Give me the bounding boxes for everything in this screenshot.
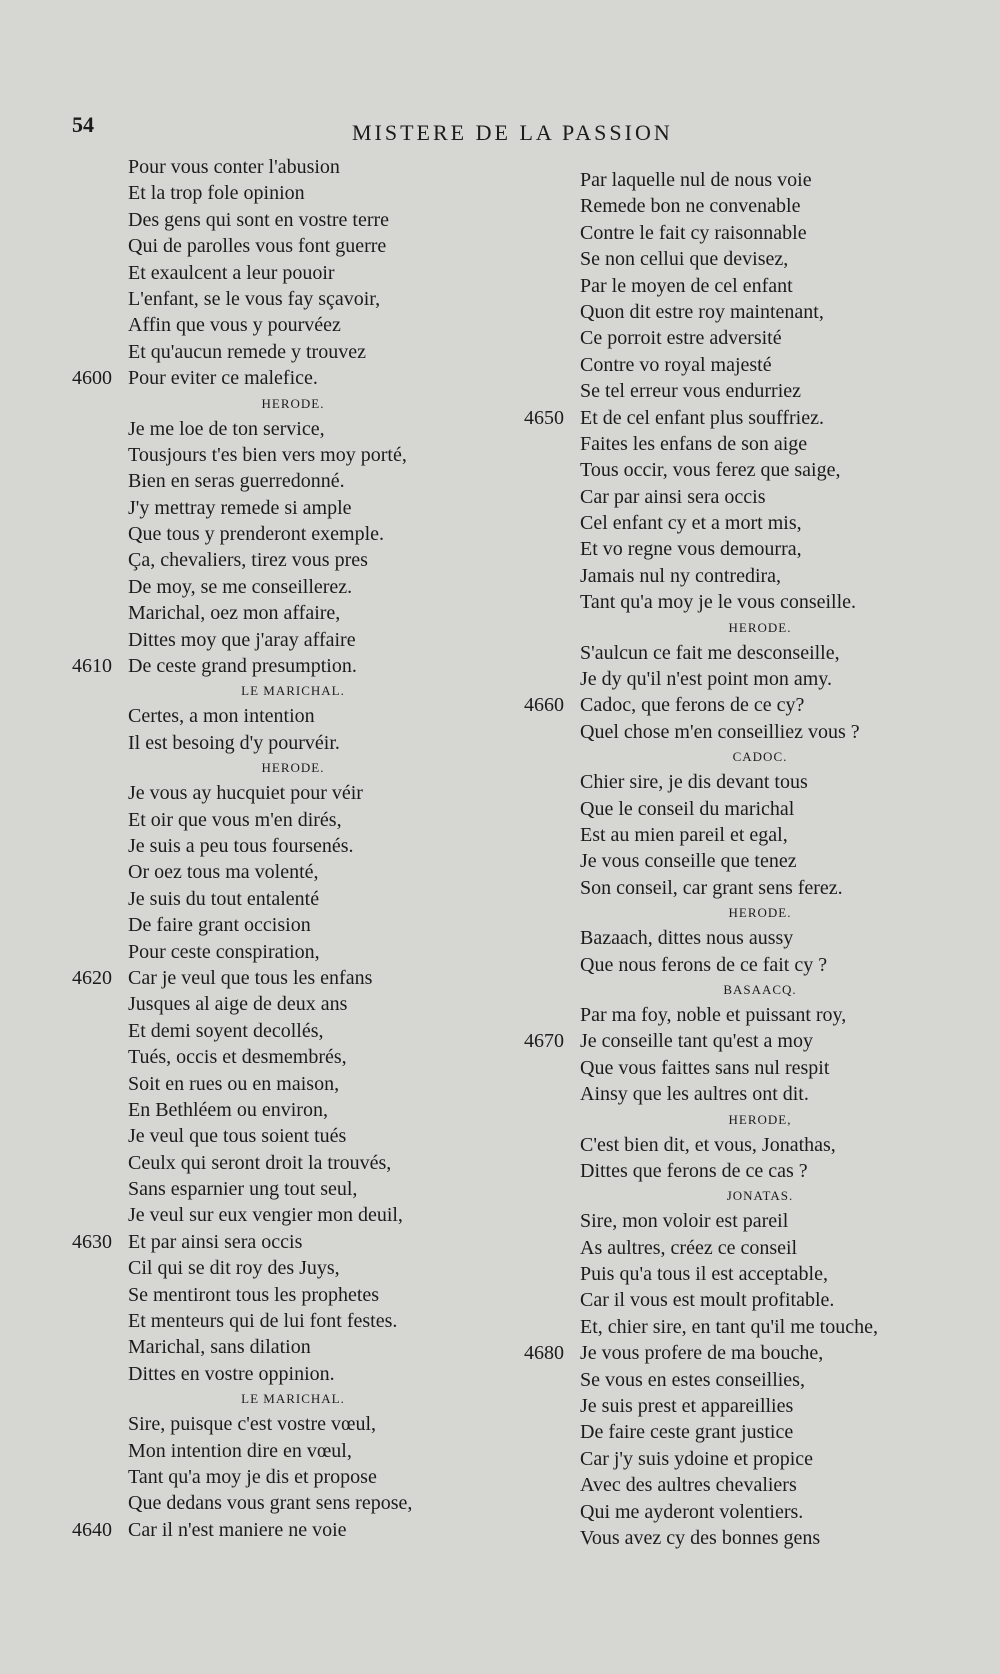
verse-text: Tant qu'a moy je dis et propose: [128, 1465, 377, 1488]
verse-text: De moy, se me conseillerez.: [128, 575, 353, 598]
verse-text: Je conseille tant qu'est a moy: [580, 1030, 813, 1053]
verse-text: Car il vous est moult profitable.: [580, 1289, 835, 1312]
verse-line: [128, 912, 458, 938]
verse-line: [580, 769, 940, 795]
verse-line: [128, 180, 458, 206]
verse-text: De ceste grand presumption.: [128, 655, 357, 678]
verse-line: [580, 1287, 940, 1313]
verse-text: Pour vous conter l'abusion: [128, 156, 340, 178]
verse-line: [580, 352, 940, 378]
verse-line: [580, 167, 940, 193]
verse-text: Dittes que ferons de ce cas ?: [580, 1159, 808, 1182]
verse-text: Par ma foy, noble et puissant roy,: [580, 1003, 847, 1026]
verse-text: Jamais nul ny contredira,: [580, 564, 782, 587]
verse-text: Je me loe de ton service,: [128, 417, 325, 440]
verse-line: [128, 1150, 458, 1176]
verse-line: [580, 925, 940, 951]
verse-line: [580, 1208, 940, 1234]
verse-text: As aultres, créez ce conseil: [580, 1236, 798, 1259]
verse-text: Je suis a peu tous foursenés.: [128, 834, 354, 857]
speaker-name: JONATAS.: [726, 1188, 794, 1204]
verse-line: [128, 521, 458, 547]
verse-line: [580, 719, 940, 745]
speaker-name: HERODE.: [728, 905, 792, 921]
line-number: 4600: [72, 367, 112, 390]
verse-line: [128, 339, 458, 365]
verse-line: [580, 1525, 940, 1551]
verse-line: [128, 991, 458, 1017]
verse-line: [580, 325, 940, 351]
verse-text: Car j'y suis ydoine et propice: [580, 1447, 813, 1470]
verse-line: [128, 1202, 458, 1228]
verse-line: [580, 246, 940, 272]
verse-text: Et de cel enfant plus souffriez.: [580, 406, 824, 429]
verse-line: [128, 495, 458, 521]
verse-text: Puis qu'a tous il est acceptable,: [580, 1263, 828, 1286]
speaker-name: HERODE.: [261, 760, 325, 776]
speaker-name: BASAACQ.: [723, 981, 797, 997]
verse-line: [580, 220, 940, 246]
verse-text: Ceulx qui seront droit la trouvés,: [128, 1151, 392, 1174]
verse-line: [580, 1002, 940, 1028]
verse-line: [128, 1044, 458, 1070]
speaker-label: [580, 978, 940, 1002]
right-verse-column: [524, 167, 940, 1551]
verse-line: [580, 536, 940, 562]
speaker-label: [580, 901, 940, 925]
verse-text: Dittes moy que j'aray affaire: [128, 628, 356, 651]
verse-line: [128, 1097, 458, 1123]
verse-text: Je vous conseille que tenez: [580, 850, 797, 873]
verse-text: Par laquelle nul de nous voie: [580, 169, 812, 191]
verse-text: Qui de parolles vous font guerre: [128, 235, 387, 258]
speaker-label: [580, 616, 940, 640]
verse-text: Se tel erreur vous endurriez: [580, 380, 802, 403]
verse-text: Est au mien pareil et egal,: [580, 823, 788, 846]
verse-text: Se non cellui que devisez,: [580, 248, 789, 271]
verse-line: [580, 1081, 940, 1107]
verse-text: Soit en rues ou en maison,: [128, 1072, 340, 1095]
verse-line: [580, 484, 940, 510]
verse-text: Tués, occis et desmembrés,: [128, 1046, 347, 1069]
verse-line: [128, 260, 458, 286]
verse-line: [580, 193, 940, 219]
verse-text: Que nous ferons de ce fait cy ?: [580, 953, 828, 976]
speaker-label: [128, 392, 458, 416]
verse-text: Des gens qui sont en vostre terre: [128, 208, 390, 231]
verse-text: Ainsy que les aultres ont dit.: [580, 1083, 809, 1106]
verse-text: Son conseil, car grant sens ferez.: [580, 876, 843, 899]
verse-line: [580, 378, 940, 404]
verse-line: [128, 600, 458, 626]
verse-text: Cel enfant cy et a mort mis,: [580, 512, 802, 535]
verse-text: Et oir que vous m'en dirés,: [128, 808, 342, 831]
verse-text: Quon dit estre roy maintenant,: [580, 300, 824, 323]
speaker-label: [580, 1184, 940, 1208]
verse-line: [580, 1393, 940, 1419]
verse-text: Certes, a mon intention: [128, 705, 315, 728]
speaker-name: CADOC.: [732, 749, 788, 765]
verse-text: Jusques al aige de deux ans: [128, 993, 348, 1016]
verse-text: Bazaach, dittes nous aussy: [580, 927, 794, 950]
verse-line: [128, 442, 458, 468]
verse-text: Et par ainsi sera occis: [128, 1230, 303, 1253]
verse-line: [128, 833, 458, 859]
verse-text: Marichal, sans dilation: [128, 1336, 311, 1359]
verse-text: S'aulcun ce fait me desconseille,: [580, 641, 840, 664]
verse-text: Pour ceste conspiration,: [128, 940, 320, 963]
verse-line: [128, 154, 458, 180]
verse-line: [128, 1255, 458, 1281]
verse-line: [128, 1123, 458, 1149]
verse-text: Que vous faittes sans nul respit: [580, 1056, 830, 1079]
verse-line: [128, 312, 458, 338]
verse-line: [128, 1411, 458, 1437]
verse-text: Sire, mon voloir est pareil: [580, 1210, 789, 1233]
line-number: 4680: [524, 1342, 564, 1365]
verse-line: [580, 1132, 940, 1158]
verse-line: [580, 273, 940, 299]
speaker-label: [128, 679, 458, 703]
verse-line: [128, 939, 458, 965]
verse-line: [524, 692, 940, 718]
verse-text: Il est besoing d'y pourvéir.: [128, 731, 340, 754]
verse-line: [128, 807, 458, 833]
verse-line: [128, 1438, 458, 1464]
verse-text: Cadoc, que ferons de ce cy?: [580, 694, 805, 717]
verse-text: Se mentiront tous les prophetes: [128, 1283, 380, 1306]
verse-text: De faire ceste grant justice: [580, 1421, 794, 1444]
verse-line: [580, 1446, 940, 1472]
page-number: 54: [72, 112, 94, 137]
verse-line: [580, 640, 940, 666]
verse-line: [128, 1361, 458, 1387]
verse-text: Contre vo royal majesté: [580, 353, 772, 376]
verse-text: Et qu'aucun remede y trouvez: [128, 340, 366, 363]
verse-text: En Bethléem ou environ,: [128, 1098, 328, 1121]
verse-text: Et exaulcent a leur pouoir: [128, 261, 335, 284]
verse-text: Tant qu'a moy je le vous conseille.: [580, 591, 857, 614]
speaker-name: LE MARICHAL.: [241, 1391, 345, 1407]
verse-line: [72, 1229, 458, 1255]
verse-line: [580, 1314, 940, 1340]
verse-line: [128, 886, 458, 912]
verse-text: Cil qui se dit roy des Juys,: [128, 1257, 340, 1280]
verse-line: [128, 1018, 458, 1044]
verse-text: Vous avez cy des bonnes gens: [580, 1526, 821, 1549]
verse-text: Que dedans vous grant sens repose,: [128, 1492, 413, 1515]
verse-text: Faites les enfans de son aige: [580, 432, 808, 455]
verse-line: [128, 703, 458, 729]
verse-line: [580, 1367, 940, 1393]
verse-text: Je dy qu'il n'est point mon amy.: [580, 668, 833, 691]
line-number: 4610: [72, 655, 112, 678]
verse-text: J'y mettray remede si ample: [128, 496, 352, 519]
line-number: 4660: [524, 694, 564, 717]
verse-text: Or oez tous ma volenté,: [128, 861, 319, 884]
verse-line: [580, 510, 940, 536]
verse-text: Car je veul que tous les enfans: [128, 966, 373, 989]
verse-line: [128, 1464, 458, 1490]
verse-line: [128, 859, 458, 885]
verse-text: Je suis du tout entalenté: [128, 887, 320, 910]
verse-line: [524, 405, 940, 431]
verse-text: Tous occir, vous ferez que saige,: [580, 459, 841, 482]
verse-text: De faire grant occision: [128, 914, 311, 937]
verse-text: Avec des aultres chevaliers: [580, 1474, 797, 1497]
verse-text: Contre le fait cy raisonnable: [580, 221, 807, 244]
verse-text: Que tous y prenderont exemple.: [128, 523, 385, 546]
verse-line: [128, 1176, 458, 1202]
speaker-label: [580, 745, 940, 769]
verse-text: Sans esparnier ung tout seul,: [128, 1178, 358, 1201]
verse-text: Qui me ayderont volentiers.: [580, 1500, 804, 1523]
verse-line: [128, 1490, 458, 1516]
verse-text: Sire, puisque c'est vostre vœul,: [128, 1413, 377, 1436]
verse-text: Par le moyen de cel enfant: [580, 274, 793, 297]
verse-text: C'est bien dit, et vous, Jonathas,: [580, 1133, 836, 1156]
verse-line: [580, 796, 940, 822]
verse-line: [128, 780, 458, 806]
verse-text: L'enfant, se le vous fay sçavoir,: [128, 287, 381, 310]
speaker-label: [128, 756, 458, 780]
verse-line: [128, 286, 458, 312]
verse-text: Pour eviter ce malefice.: [128, 367, 318, 390]
verse-line: [128, 207, 458, 233]
verse-text: Se vous en estes conseillies,: [580, 1368, 805, 1391]
verse-text: Je vous ay hucquiet pour véir: [128, 782, 363, 805]
verse-line: [128, 730, 458, 756]
verse-line: [580, 875, 940, 901]
verse-line: [580, 822, 940, 848]
verse-line: [580, 1499, 940, 1525]
verse-text: Ça, chevaliers, tirez vous pres: [128, 549, 368, 572]
verse-text: Car il n'est maniere ne voie: [128, 1518, 347, 1541]
verse-line: [128, 1308, 458, 1334]
verse-text: Et, chier sire, en tant qu'il me touche,: [580, 1315, 878, 1338]
verse-line: [580, 1472, 940, 1498]
verse-line: [580, 848, 940, 874]
verse-text: Quel chose m'en conseilliez vous ?: [580, 720, 860, 743]
speaker-label: [580, 1108, 940, 1132]
verse-text: Mon intention dire en vœul,: [128, 1439, 352, 1462]
verse-line: [128, 574, 458, 600]
verse-line: [72, 1517, 458, 1543]
line-number: 4620: [72, 966, 112, 989]
verse-text: Affin que vous y pourvéez: [128, 314, 341, 337]
verse-text: Je veul que tous soient tués: [128, 1125, 347, 1148]
verse-text: Je vous profere de ma bouche,: [580, 1342, 824, 1365]
verse-line: [128, 1334, 458, 1360]
speaker-name: LE MARICHAL.: [241, 683, 345, 699]
line-number: 4650: [524, 406, 564, 429]
verse-line: [128, 547, 458, 573]
verse-text: Et vo regne vous demourra,: [580, 538, 802, 561]
verse-line: [580, 1055, 940, 1081]
left-verse-column: [72, 154, 458, 1543]
verse-text: Tousjours t'es bien vers moy porté,: [128, 443, 407, 466]
speaker-name: HERODE.: [261, 395, 325, 411]
line-number: 4640: [72, 1518, 112, 1541]
verse-text: Je suis prest et appareillies: [580, 1395, 794, 1418]
running-title: MISTERE DE LA PASSION: [352, 120, 673, 145]
verse-line: [580, 1158, 940, 1184]
speaker-name: HERODE.: [728, 619, 792, 635]
verse-line: [580, 952, 940, 978]
line-number: 4670: [524, 1030, 564, 1053]
verse-line: [524, 1028, 940, 1054]
verse-line: [128, 1282, 458, 1308]
verse-line: [580, 1419, 940, 1445]
verse-text: Et demi soyent decollés,: [128, 1019, 324, 1042]
verse-text: Dittes en vostre oppinion.: [128, 1362, 335, 1385]
verse-line: [580, 666, 940, 692]
verse-text: Marichal, oez mon affaire,: [128, 602, 341, 625]
verse-line: [580, 1261, 940, 1287]
verse-line: [128, 468, 458, 494]
speaker-name: HERODE,: [728, 1111, 792, 1127]
verse-line: [72, 365, 458, 391]
verse-text: Bien en seras guerredonné.: [128, 470, 345, 493]
verse-line: [128, 1071, 458, 1097]
verse-line: [524, 1340, 940, 1366]
verse-line: [580, 299, 940, 325]
speaker-label: [128, 1387, 458, 1411]
verse-line: [580, 431, 940, 457]
verse-line: [72, 965, 458, 991]
verse-line: [580, 589, 940, 615]
verse-text: Je veul sur eux vengier mon deuil,: [128, 1204, 403, 1227]
verse-text: Que le conseil du marichal: [580, 797, 795, 820]
verse-line: [128, 627, 458, 653]
line-number: 4630: [72, 1230, 112, 1253]
verse-text: Et la trop fole opinion: [128, 182, 305, 205]
verse-text: Car par ainsi sera occis: [580, 485, 766, 508]
verse-text: Et menteurs qui de lui font festes.: [128, 1310, 398, 1333]
verse-text: Chier sire, je dis devant tous: [580, 771, 808, 794]
verse-text: Ce porroit estre adversité: [580, 327, 782, 350]
verse-line: [128, 233, 458, 259]
verse-line: [580, 457, 940, 483]
verse-line: [72, 653, 458, 679]
verse-line: [580, 563, 940, 589]
verse-line: [128, 416, 458, 442]
verse-text: Remede bon ne convenable: [580, 195, 801, 218]
verse-line: [580, 1235, 940, 1261]
